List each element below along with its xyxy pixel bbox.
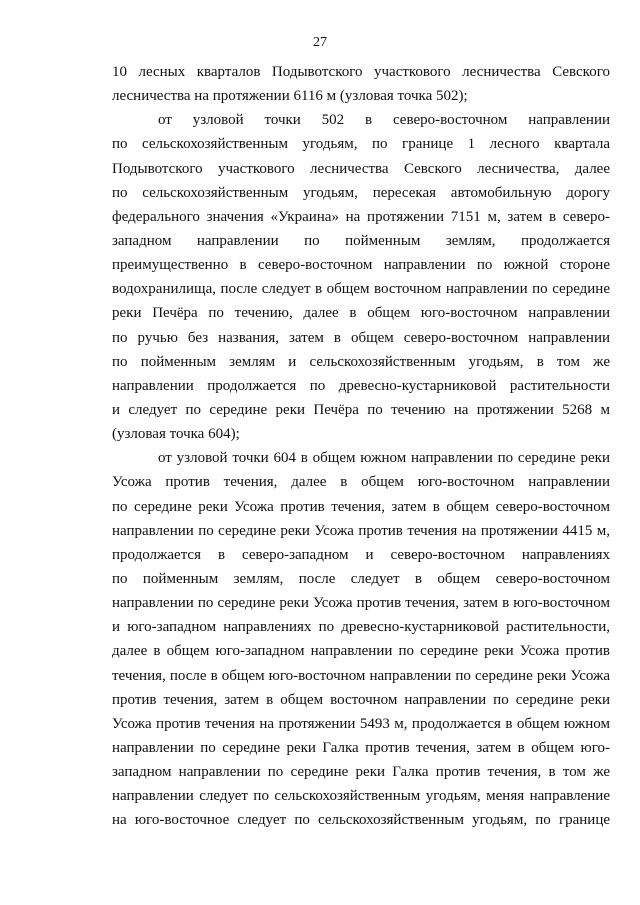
text-line: направлении следует по сельскохозяйственным угодьям, меняя направление [112,788,610,805]
text-line: по пойменным землям, после следует в общем северо-восточном [112,570,610,587]
text-line: Подывотского участкового лесничества Севского лесничества, далее [112,160,610,177]
text-line: преимущественно в северо-восточном направлении по южной стороне [112,257,610,274]
text-line: на юго-восточное следует по сельскохозяйственным угодьям, по границе [112,812,610,829]
text-line: продолжается в северо-западном и северо-восточном направлениях [112,546,610,563]
document-body [112,60,610,833]
page-number: 27 [313,35,327,50]
text-line: Усожа против течения на протяжении 5493 м, продолжается в общем южном [112,715,610,732]
text-line: направлении по середине реки Галка против течения, затем в общем юго- [112,739,610,756]
text-line: течения, после в общем юго-восточном направлении по середине реки Усожа [112,667,610,684]
text-line: западном направлении по середине реки Галка против течения, в том же [112,764,610,781]
text-line: Усожа против течения, далее в общем юго-восточном направлении [112,474,610,491]
text-line: и юго-западном направлениях по древесно-кустарниковой растительности, [112,619,610,636]
text-line: 10 лесных кварталов Подывотского участкового лесничества Севского [112,64,610,80]
text-line: по сельскохозяйственным угодьям, пересекая автомобильную дорогу [112,184,610,201]
text-line: (узловая точка 604); [112,426,240,443]
text-line: от узловой точки 604 в общем южном направлении по середине реки [158,450,610,467]
text-line: лесничества на протяжении 6116 м (узловая точка 502); [112,88,468,105]
text-line: направлении по середине реки Усожа против течения, затем в юго-восточном [112,595,610,612]
text-line: против течения, затем в общем восточном направлении по середине реки [112,691,610,708]
text-line: водохранилища, после следует в общем восточном направлении по середине [112,281,610,298]
text-line: по середине реки Усожа против течения, затем в общем северо-восточном [112,498,610,515]
text-line: западном направлении по пойменным землям, продолжается [112,232,610,249]
text-line: от узловой точки 502 в северо-восточном направлении [158,112,610,129]
text-line: реки Печёра по течению, далее в общем юго-восточном направлении [112,305,610,322]
text-line: направлении продолжается по древесно-кустарниковой растительности [112,377,610,394]
text-line: по пойменным землям и сельскохозяйственным угодьям, в том же [112,353,610,370]
text-line: и следует по середине реки Печёра по течению на протяжении 5268 м [112,401,610,418]
text-line: далее в общем юго-западном направлении по середине реки Усожа против [112,643,610,660]
text-line: направлении по середине реки Усожа против течения на протяжении 4415 м, [112,522,610,539]
text-line: федерального значения «Украина» на протяжении 7151 м, затем в северо- [112,208,610,225]
text-line: по сельскохозяйственным угодьям, по границе 1 лесного квартала [112,136,610,153]
text-line: по ручью без названия, затем в общем северо-восточном направлении [112,329,610,346]
